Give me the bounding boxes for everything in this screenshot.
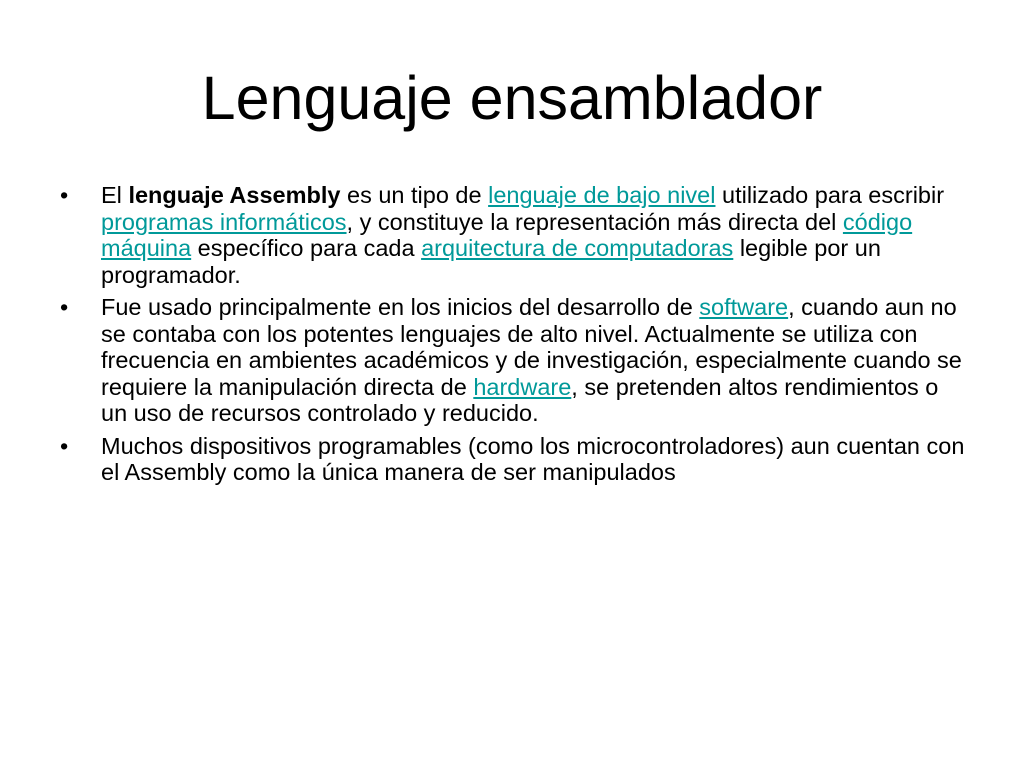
bullet-text: legible por un programador.	[101, 235, 881, 288]
link-programas-informaticos[interactable]: programas informáticos	[101, 208, 347, 235]
bullet-text: utilizado para escribir	[715, 182, 945, 208]
bullet-text: El	[101, 182, 129, 208]
bullet-text: específico para cada	[191, 235, 422, 261]
bullet-item-3	[60, 433, 970, 486]
link-arquitectura-de-computadoras[interactable]: arquitectura de computadoras	[421, 235, 734, 261]
link-lenguaje-de-bajo-nivel[interactable]: lenguaje de bajo nivel	[488, 182, 716, 208]
slide-title: Lenguaje ensamblador	[201, 64, 823, 132]
bullet-text: , cuando aun no se contaba con los potentes lenguajes de alto nivel. Actualmente se utiliza con frecuencia en ambientes académicos y de investigación, especialmente cuando se requiere la manipulación directa de	[101, 294, 962, 400]
bullet-text: Muchos dispositivos programables (como los microcontroladores) aun cuentan con el Assembly como la única manera de ser manipulados	[101, 432, 965, 485]
link-hardware[interactable]: hardware	[473, 373, 572, 400]
bullet-list	[60, 182, 970, 492]
bullet-text: Fue usado principalmente en los inicios del desarrollo de	[101, 294, 700, 320]
bullet-marker: •	[60, 182, 69, 208]
bullet-item-2	[60, 294, 970, 427]
bullet-marker: •	[60, 294, 69, 320]
link-codigo-maquina[interactable]: código máquina	[101, 208, 913, 261]
bold-term-lenguaje-assembly: lenguaje Assembly	[128, 182, 341, 208]
link-software[interactable]: software	[699, 294, 789, 320]
bullet-item-1	[60, 182, 970, 288]
bullet-text: , y constituye la representación más directa del	[346, 208, 843, 235]
bullet-text: , se pretenden altos rendimientos o un uso de recursos controlado y reducido.	[101, 373, 939, 426]
bullet-text: es un tipo de	[340, 182, 489, 208]
bullet-marker: •	[60, 432, 69, 459]
